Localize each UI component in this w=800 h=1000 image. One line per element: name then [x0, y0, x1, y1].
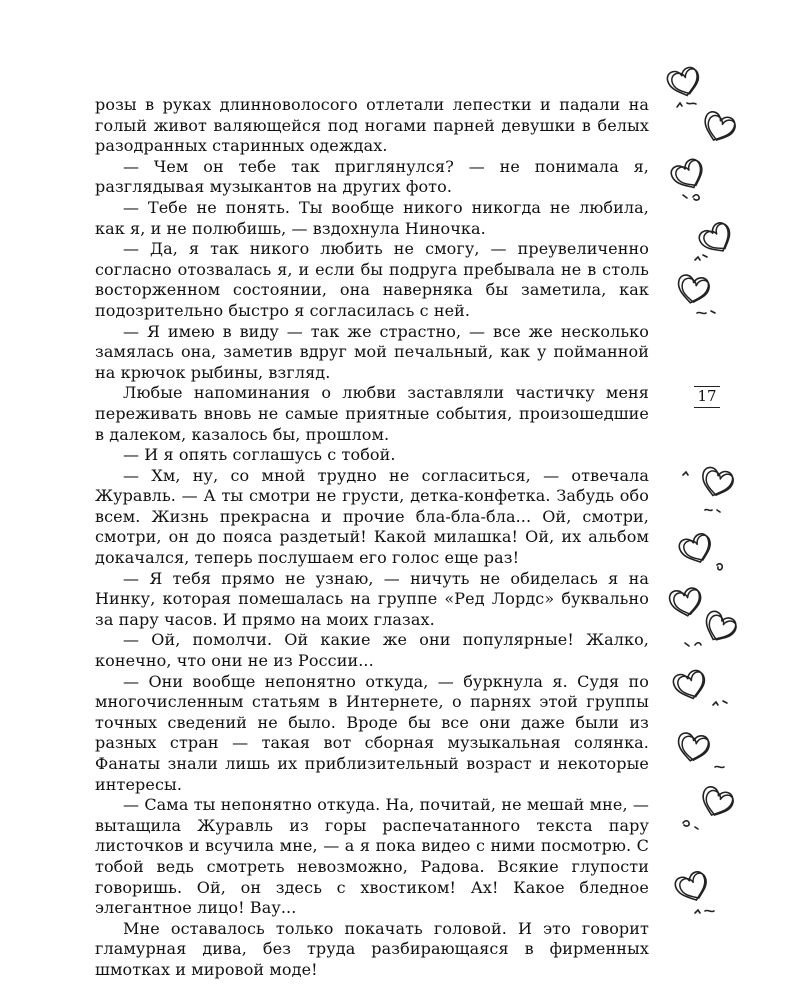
squiggle-icon [683, 472, 720, 512]
heart-doodle-icon [697, 785, 735, 821]
heart-doodle-icon [673, 870, 711, 906]
paragraph: — Чем он тебе так приглянулся? — не понимала я, разглядывая музыкантов на других фото. [95, 156, 649, 197]
heart-doodle-icon [697, 220, 737, 259]
paragraph: Любые напоминания о любви заставляли частичку меня переживать вновь не самые приятные события, произошедшие в далеком, казалось бы, прошлом. [95, 383, 649, 444]
squiggle-icon [677, 103, 696, 107]
heart-doodle-icon [666, 66, 703, 100]
heart-doodle-icon [677, 532, 715, 568]
paragraph: — И я опять соглашусь с тобой. [123, 445, 396, 465]
heart-doodle-icon [675, 732, 710, 764]
heart-doodle-icon [698, 466, 735, 500]
squiggle-icon [685, 643, 701, 646]
page-text [95, 95, 649, 981]
page-number: 17 [694, 386, 720, 408]
squiggle-icon [697, 311, 715, 314]
paragraph: — Да, я так никого любить не смогу, — преувеличенно согласно отозвалась я, и если бы подруга пребывала не в столь восторженном состоянии, она наверняка бы заметила, как подозрительно быстро я согласилась с ней. [95, 239, 649, 320]
paragraph: — Сама ты непонятно откуда. На, почитай, не мешай мне, — вытащила Журавль из горы распечатанного текста пару листочков и всучила мне, — а я пока видео с ними посмотрю. С тобой ведь смотреть невозможно, Радова. Всякие глупости говоришь. Ой, он здесь с хвостиком! Ах! Какое бледное элегантное лицо! Вау... [95, 795, 649, 918]
paragraph: — Тебе не понять. Ты вообще никого никогда не любила, как я, и не полюбишь, — вздохнула Ниночка. [95, 197, 649, 238]
paragraph: Мне оставалось только покачать головой. И это говорит гламурная дива, без труда разбирающаяся в фирменных шмотках и мировой моде! [95, 918, 649, 979]
squiggle-icon [717, 564, 722, 570]
paragraph: — Ой, помолчи. Ой какие же они популярные! Жалко, конечно, что они не из России... [95, 630, 649, 671]
squiggle-icon [713, 701, 727, 705]
heart-doodle-icon [668, 587, 703, 619]
heart-doodle-icon [699, 110, 737, 146]
paragraph: — Хм, ну, со мной трудно не согласиться, — отвечала Журавль. — А ты смотри не грусти, детка-конфетка. Забудь обо всем. Жизнь прекрасна и прочие бла-бла-бла... Ой, смотри, смотри, он до пояса раздетый! Какой милашка! Ой, их альбом докачался, теперь послушаем его голос еще раз! [95, 465, 649, 568]
paragraph: розы в руках длинноволосого отлетали лепестки и падали на голый живот валяющейся под ногами парней девушки в белых разодранных старинных одеждах. [95, 95, 649, 156]
heart-decoration-strip [655, 55, 775, 975]
heart-doodle-icon [700, 609, 739, 646]
heart-doodle-icon [675, 274, 710, 306]
heart-doodle-icon [669, 157, 708, 194]
squiggle-icon [683, 195, 699, 200]
squiggle-icon [715, 766, 724, 767]
paragraph: — Они вообще непонятно откуда, — буркнула я. Судя по многочисленным статьям в Интернете, о парнях этой группы точных сведений не было. Вроде бы все они даже были из разных стран — такая вот сборная музыкальная солянка. Фанаты знали лишь их приблизительный возраст и некоторые интересы. [95, 671, 649, 794]
heart-doodle-icon [672, 669, 709, 703]
squiggle-icon [695, 255, 707, 260]
squiggle-icon [695, 910, 714, 913]
squiggle-icon [683, 821, 698, 829]
paragraph: — Я тебя прямо не узнаю, — ничуть не обиделась я на Нинку, которая помешалась на группе «Ред Лордс» буквально за пару часов. И прямо на моих глазах. [95, 568, 649, 629]
paragraph: — Я имею в виду — так же страстно, — все же несколько замялась она, заметив вдруг мой печальный, как у пойманной на крючок рыбины, взгляд. [95, 321, 649, 382]
